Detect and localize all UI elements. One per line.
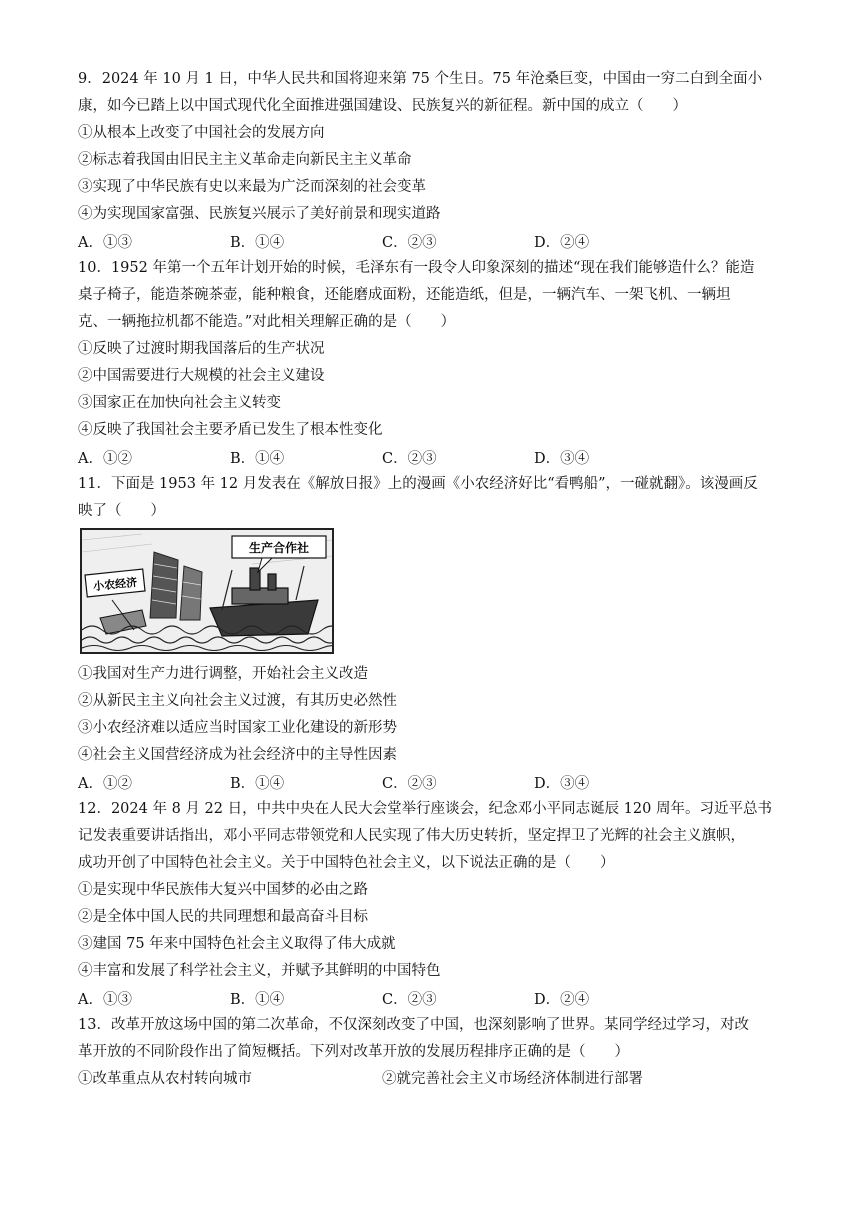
cartoon-image (80, 528, 334, 654)
cartoon-label-smallholder: 小农经济 (92, 575, 138, 594)
q10-option-a[interactable]: A．①② (78, 451, 132, 467)
q10-item-3: ③国家正在加快向社会主义转变 (78, 395, 281, 411)
q11-item-4: ④社会主义国营经济成为社会经济中的主导性因素 (78, 747, 397, 763)
q12-option-b[interactable]: B．①④ (230, 992, 285, 1008)
q10-stem-line-2: 桌子椅子，能造茶碗茶壶，能种粮食，还能磨成面粉，还能造纸，但是，一辆汽车、一架飞机、一辆坦 (78, 287, 731, 303)
cartoon-drawing (82, 530, 332, 652)
q9-stem-line-2: 康，如今已踏上以中国式现代化全面推进强国建设、民族复兴的新征程。新中国的成立（ ） (78, 98, 687, 114)
q10-stem-line-3: 克、一辆拖拉机都不能造。”对此相关理解正确的是（ ） (78, 314, 456, 330)
q10-stem-line-1: 10．1952 年第一个五年计划开始的时候，毛泽东有一段令人印象深刻的描述“现在我们能够造什么？能造 (78, 260, 755, 276)
q11-option-c[interactable]: C．②③ (382, 776, 437, 792)
q12-stem-line-1: 12．2024 年 8 月 22 日，中共中央在人民大会堂举行座谈会，纪念邓小平同志诞辰 120 周年。习近平总书 (78, 801, 772, 817)
q13-stem-line-2: 革开放的不同阶段作出了简短概括。下列对改革开放的发展历程排序正确的是（ ） (78, 1044, 629, 1060)
q13-item-1: ①改革重点从农村转向城市 (78, 1071, 252, 1087)
q12-item-3: ③建国 75 年来中国特色社会主义取得了伟大成就 (78, 936, 396, 952)
q12-item-2: ②是全体中国人民的共同理想和最高奋斗目标 (78, 909, 368, 925)
q10-option-b[interactable]: B．①④ (230, 451, 285, 467)
q9-option-a[interactable]: A．①③ (78, 235, 132, 251)
q13-stem-line-1: 13．改革开放这场中国的第二次革命，不仅深刻改变了中国，也深刻影响了世界。某同学经过学习，对改 (78, 1017, 749, 1033)
q9-item-1: ①从根本上改变了中国社会的发展方向 (78, 125, 325, 141)
q11-option-b[interactable]: B．①④ (230, 776, 285, 792)
q13-item-2: ②就完善社会主义市场经济体制进行部署 (382, 1071, 643, 1087)
q9-item-4: ④为实现国家富强、民族复兴展示了美好前景和现实道路 (78, 206, 441, 222)
q11-stem-line-2: 映了（ ） (78, 503, 165, 519)
q12-option-c[interactable]: C．②③ (382, 992, 437, 1008)
q9-option-d[interactable]: D．②④ (534, 235, 590, 251)
q11-stem-line-1: 11．下面是 1953 年 12 月发表在《解放日报》上的漫画《小农经济好比“看鸭船”，一碰就翻》。该漫画反 (78, 476, 758, 492)
q10-item-1: ①反映了过渡时期我国落后的生产状况 (78, 341, 325, 357)
q9-item-2: ②标志着我国由旧民主主义革命走向新民主主义革命 (78, 152, 412, 168)
q10-option-d[interactable]: D．③④ (534, 451, 590, 467)
q12-item-4: ④丰富和发展了科学社会主义，并赋予其鲜明的中国特色 (78, 963, 441, 979)
q9-item-3: ③实现了中华民族有史以来最为广泛而深刻的社会变革 (78, 179, 426, 195)
q12-stem-line-2: 记发表重要讲话指出，邓小平同志带领党和人民实现了伟大历史转折，坚定捍卫了光辉的社会主义旗帜， (78, 828, 745, 844)
q11-item-3: ③小农经济难以适应当时国家工业化建设的新形势 (78, 720, 397, 736)
q12-options (78, 988, 778, 1008)
q11-item-2: ②从新民主主义向社会主义过渡，有其历史必然性 (78, 693, 397, 709)
q9-option-c[interactable]: C．②③ (382, 235, 437, 251)
q10-item-4: ④反映了我国社会主要矛盾已发生了根本性变化 (78, 422, 383, 438)
q9-option-b[interactable]: B．①④ (230, 235, 285, 251)
q11-options (78, 772, 778, 792)
q10-option-c[interactable]: C．②③ (382, 451, 437, 467)
q10-item-2: ②中国需要进行大规模的社会主义建设 (78, 368, 325, 384)
q9-options (78, 231, 778, 251)
q9-stem-line-1: 9．2024 年 10 月 1 日，中华人民共和国将迎来第 75 个生日。75 年沧桑巨变，中国由一穷二白到全面小 (78, 71, 763, 87)
q12-option-d[interactable]: D．②④ (534, 992, 590, 1008)
q12-item-1: ①是实现中华民族伟大复兴中国梦的必由之路 (78, 882, 368, 898)
q11-option-d[interactable]: D．③④ (534, 776, 590, 792)
q11-item-1: ①我国对生产力进行调整，开始社会主义改造 (78, 666, 368, 682)
q12-option-a[interactable]: A．①③ (78, 992, 132, 1008)
cartoon-label-cooperative: 生产合作社 (248, 541, 310, 555)
q10-options (78, 447, 778, 467)
q11-option-a[interactable]: A．①② (78, 776, 132, 792)
q12-stem-line-3: 成功开创了中国特色社会主义。关于中国特色社会主义，以下说法正确的是（ ） (78, 855, 615, 871)
